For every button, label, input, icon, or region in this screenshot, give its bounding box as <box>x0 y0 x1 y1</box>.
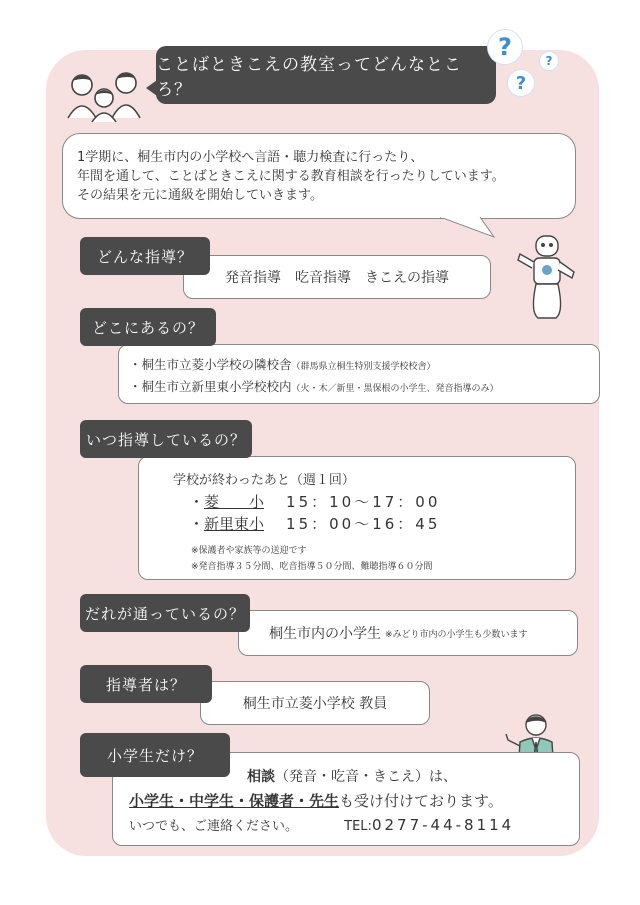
where-item-main: ・桐生市立菱小学校の隣校舎 <box>129 357 292 372</box>
teacher-label: 指導者は？ <box>80 665 212 703</box>
only-line2 <box>129 789 579 813</box>
schedule-bullet: ・ <box>189 493 205 511</box>
schedule-school: 新里東小 <box>204 515 265 533</box>
schedule-row <box>173 513 575 535</box>
what-content: 発音指導 吃音指導 きこえの指導 <box>225 270 449 286</box>
question-mark-icon: ? <box>488 30 522 64</box>
only-line3 <box>129 813 579 839</box>
who-note: ※みどり市内の小学生も少数います <box>385 629 528 640</box>
who-content: 桐生市内の小学生 <box>269 626 381 642</box>
schedule-school: 菱 小 <box>204 493 265 511</box>
where-item-main: ・桐生市立新里東小学校校内 <box>129 379 292 394</box>
where-content-box <box>118 344 600 404</box>
schedule-time: 15：10〜17：00 <box>286 493 441 511</box>
intro-line: 1学期に、桐生市内の小学校へ言語・聴力検査に行ったり、 <box>77 150 424 165</box>
intro-bubble <box>62 133 576 219</box>
schedule-bullet: ・ <box>189 515 205 533</box>
consult-scope: （発音・吃音・きこえ）は、 <box>275 769 457 785</box>
what-content-box <box>183 255 491 299</box>
where-item <box>129 377 599 399</box>
schedule-row <box>173 491 575 513</box>
intro-bubble-tail <box>440 217 496 239</box>
tel-number: 0277-44-8114 <box>371 816 515 834</box>
when-note: ※保護者や家族等の送迎です <box>191 546 307 556</box>
when-intro: 学校が終わったあと（週１回） <box>173 473 355 488</box>
accepted-text: も受け付けております。 <box>339 792 503 810</box>
who-label: だれが通っているの？ <box>80 594 250 632</box>
where-item <box>129 355 599 377</box>
contact-text: いつでも、ご連絡ください。 <box>129 819 299 834</box>
teacher-content: 桐生市立菱小学校 教員 <box>242 696 388 712</box>
intro-line: その結果を元に通級を開始していきます。 <box>77 188 323 203</box>
when-content-box <box>138 456 576 580</box>
what-label: どんな指導？ <box>80 237 210 275</box>
intro-line: 年間を通して、ことばときこえに関する教育相談を行ったりしています。 <box>77 169 505 184</box>
where-item-note: （火・木／新里・黒保根の小学生、発音指導のみ） <box>291 384 499 394</box>
where-label: どこにあるの？ <box>80 308 216 346</box>
where-item-note: （群馬県立桐生特別支援学校校舎） <box>291 362 436 372</box>
only-label: 小学生だけ？ <box>80 733 230 777</box>
teacher-content-box <box>200 681 430 725</box>
schedule-time: 15：00〜16：45 <box>286 515 441 533</box>
tel-label: TEL: <box>344 819 372 834</box>
accepted-targets: 小学生・中学生・保護者・先生 <box>129 792 340 810</box>
title-bubble-tail <box>146 78 160 98</box>
question-mark-icon: ? <box>508 70 534 96</box>
when-note: ※発音指導３５分間、吃音指導５０分間、難聴指導６０分間 <box>191 562 433 572</box>
when-label: いつ指導しているの？ <box>80 420 252 458</box>
page-title: ことばときこえの教室ってどんなところ？ <box>156 46 496 104</box>
children-illustration <box>62 68 146 122</box>
consult-label: 相談 <box>247 769 275 785</box>
who-content-box <box>238 610 578 656</box>
robot-illustration <box>514 232 584 322</box>
question-mark-icon: ? <box>540 52 558 70</box>
